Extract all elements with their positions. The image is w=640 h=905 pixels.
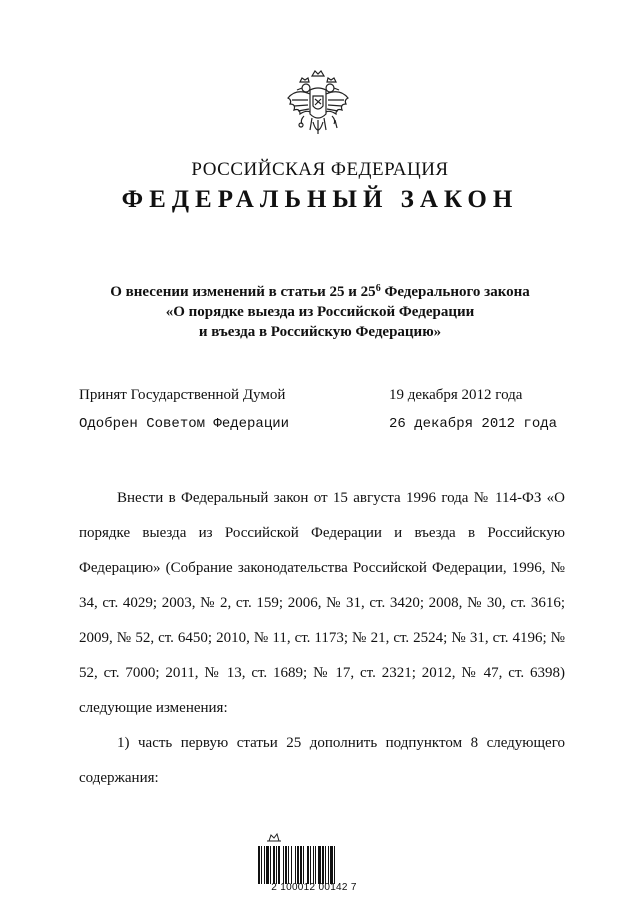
law-title-line-3: и въезда в Российскую Федерацию» — [198, 324, 442, 340]
law-body — [79, 481, 565, 796]
barcode-bar — [300, 846, 302, 884]
state-name: РОССИЙСКАЯ ФЕДЕРАЦИЯ — [191, 159, 449, 180]
barcode-bar — [266, 846, 269, 884]
barcode-bar — [303, 846, 304, 884]
barcode-bar — [270, 846, 271, 884]
barcode-bar — [310, 846, 311, 884]
barcode-bar — [291, 846, 292, 884]
barcode-bar — [318, 846, 321, 884]
law-title-line-2: «О порядке выезда из Российской Федерации — [165, 304, 475, 320]
barcode-bar — [278, 846, 280, 884]
law-type: ФЕДЕРАЛЬНЫЙ ЗАКОН — [121, 186, 519, 213]
barcode-icon — [258, 846, 370, 884]
law-title-line-1-part-a: О внесении изменений в статьи 25 и 25 — [110, 284, 376, 300]
body-paragraph-2: 1) часть первую статьи 25 дополнить подпунктом 8 следующего содержания: — [79, 735, 565, 786]
barcode-bar — [328, 846, 329, 884]
barcode-bar — [288, 846, 289, 884]
barcode-bar — [285, 846, 287, 884]
body-paragraph-1: Внести в Федеральный закон от 15 августа 1996 года № 114-ФЗ «О порядке выезда из Российской Федерации и въезда в Российскую Федерацию» (Собрание законодательства Российской Федерации, 1996, № 34, ст. 4029; 2003, № 2, ст. 159; 2006, № 31, ст. 3420; 2008, № 30, ст. 3616; 2009, № 52, ст. 6450; 2010, № 11, ст. 1173; № 21, ст. 2524; № 31, ст. 4196; № 52, ст. 7000; 2011, № 13, ст. 1689; № 17, ст. 2321; 2012, № 47, ст. 6398) следующие изменения: — [79, 490, 565, 716]
duma-adoption-label: Принят Государственной Думой — [79, 387, 286, 403]
barcode-block — [254, 832, 374, 898]
law-title-line-1-part-b: Федерального закона — [380, 284, 530, 300]
printer-mark-icon — [266, 832, 282, 842]
barcode-bar — [283, 846, 284, 884]
council-approval-date: 26 декабря 2012 года — [389, 416, 558, 432]
barcode-bar — [325, 846, 326, 884]
duma-adoption-date: 19 декабря 2012 года — [389, 387, 523, 403]
coat-of-arms-icon — [282, 68, 354, 148]
barcode-number: 2 100012 00142 7 — [271, 882, 357, 893]
law-title-superscript: 6 — [375, 283, 381, 294]
barcode-bar — [334, 846, 335, 884]
council-approval-label: Одобрен Советом Федерации — [79, 416, 290, 432]
barcode-bar — [264, 846, 265, 884]
law-title-line-1 — [0, 282, 640, 302]
barcode-bar — [322, 846, 324, 884]
barcode-bar — [261, 846, 262, 884]
barcode-bar — [315, 846, 316, 884]
barcode-bar — [276, 846, 277, 884]
law-title — [0, 282, 640, 342]
barcode-bar — [307, 846, 309, 884]
barcode-bar — [258, 846, 260, 884]
barcode-bar — [297, 846, 299, 884]
barcode-bar — [295, 846, 296, 884]
barcode-bar — [313, 846, 314, 884]
barcode-bar — [273, 846, 275, 884]
barcode-bar — [330, 846, 333, 884]
